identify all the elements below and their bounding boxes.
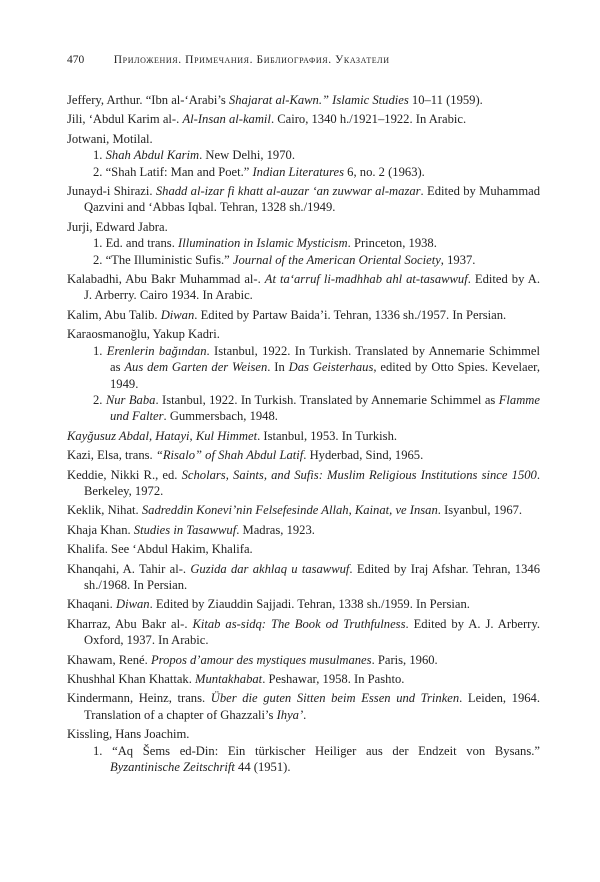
- entry-text: 1.: [93, 148, 106, 163]
- entry-text: Kazi, Elsa, trans.: [67, 448, 156, 463]
- entry-text: Khalifa. See ‘Abdul Hakim, Khalifa.: [67, 542, 253, 557]
- italic-title: Propos d’amour des mystiques musulmanes: [150, 652, 372, 667]
- running-header: [67, 54, 540, 66]
- bibliography-subentry: [67, 235, 540, 251]
- italic-title: Flamme und Falter: [110, 392, 540, 424]
- italic-title: Shajarat al-Kawn.”: [228, 93, 329, 107]
- bibliography-entry: [67, 522, 540, 538]
- bibliography-entry: [67, 690, 540, 723]
- bibliography-entry: [67, 183, 540, 216]
- entry-text: 2. “The Illuministic Sufis.”: [93, 252, 233, 267]
- entry-text: . Istanbul, 1922. In Turkish. Translated by Annemarie Schimmel as: [110, 343, 540, 375]
- running-title: Приложения. Примечания. Библиография. Указатели: [113, 54, 390, 66]
- entry-text: Jili, ‘Abdul Karim al-.: [67, 112, 183, 127]
- entry-text: . Edited by Muhammad Qazvini and ‘Abbas Iqbal. Tehran, 1328 sh./1949.: [84, 184, 541, 215]
- italic-title: Ihya’: [276, 707, 304, 722]
- entry-text: . Edited by Ziauddin Sajjadi. Tehran, 1338 sh./1959. In Persian.: [149, 597, 470, 612]
- italic-title: Das Geisterhaus: [288, 360, 374, 375]
- entry-text: , edited by Otto Spies. Kevelaer, 1949.: [110, 360, 541, 391]
- italic-title: Aus dem Garten der Weisen: [124, 360, 268, 375]
- entry-text: 2. “Shah Latif: Man and Poet.”: [93, 164, 253, 179]
- entry-text: . Edited by Partaw Baida’i. Tehran, 1336 sh./1957. In Persian.: [194, 307, 507, 322]
- entry-text: Khawam, René.: [67, 652, 151, 667]
- italic-title: Nur Baba: [105, 392, 156, 407]
- entry-text: Kindermann, Heinz, trans.: [67, 691, 211, 706]
- entry-text: . In: [267, 360, 289, 375]
- italic-title: Muntakhabat: [195, 672, 263, 686]
- italic-title: At ta‘arruf li-madhhab ahl at-tasawwuf: [264, 272, 468, 287]
- bibliography-subentry: [67, 164, 540, 180]
- italic-title: Diwan: [160, 307, 195, 322]
- entry-text: Khaja Khan.: [67, 522, 134, 537]
- entry-text: Jurji, Edward Jabra.: [67, 219, 168, 234]
- entry-text: 10–11 (1959).: [408, 93, 483, 107]
- entry-text: Kharraz, Abu Bakr al-.: [67, 616, 193, 631]
- entry-text: 44 (1951).: [234, 760, 291, 775]
- entry-text: Kalabadhi, Abu Bakr Muhammad al-.: [67, 272, 265, 287]
- bibliography-entry: [67, 541, 540, 557]
- bibliography-entry: [67, 726, 540, 742]
- entry-text: Karaosmanoğlu, Yakup Kadri.: [67, 327, 220, 342]
- entry-text: . Berkeley, 1972.: [84, 467, 540, 498]
- italic-title: “Risalo” of Shah Abdul Latif: [155, 448, 304, 463]
- entry-text: 1. Ed. and trans.: [93, 236, 178, 251]
- bibliography-list: [67, 92, 540, 778]
- entry-text: . Edited by A. J. Arberry. Oxford, 1937. In Arabic.: [84, 616, 540, 648]
- italic-title: Studies in Tasawwuf: [133, 522, 237, 537]
- italic-title: Kayğusuz Abdal, Hatayi, Kul Himmet: [67, 428, 258, 443]
- bibliography-entry: [67, 271, 540, 304]
- italic-title: Journal of the American Oriental Society: [232, 252, 441, 267]
- bibliography-entry: [67, 502, 540, 518]
- entry-text: Keklik, Nihat.: [67, 503, 142, 518]
- entry-text: Khushhal Khan Khattak.: [67, 672, 196, 686]
- bibliography-subentry: [67, 743, 540, 776]
- bibliography-entry: [67, 467, 540, 500]
- entry-text: Kalim, Abu Talib.: [67, 307, 161, 322]
- entry-text: . Madras, 1923.: [236, 522, 315, 537]
- entry-text: . Cairo, 1340 h./1921–1922. In Arabic.: [270, 112, 467, 127]
- entry-text: 1.: [93, 343, 107, 358]
- bibliography-subentry: [67, 392, 540, 425]
- entry-text: Kissling, Hans Joachim.: [67, 727, 190, 742]
- italic-title: Über die guten Sitten beim Essen und Trinken: [210, 691, 460, 706]
- italic-title: Al-Insan al-kamil: [182, 112, 271, 127]
- entry-text: . New Delhi, 1970.: [199, 148, 295, 163]
- entry-text: .: [303, 707, 307, 722]
- bibliography-entry: [67, 428, 540, 444]
- bibliography-entry: [67, 92, 540, 108]
- bibliography-subentry: [67, 343, 540, 392]
- italic-title: Scholars, Saints, and Sufis: Muslim Religious Institutions since 1500: [181, 467, 537, 482]
- bibliography-entry: [67, 326, 540, 342]
- entry-text: 6, no. 2 (1963).: [344, 164, 425, 179]
- bibliography-entry: [67, 307, 540, 323]
- italic-title: Erenlerin bağından: [106, 343, 207, 358]
- entry-text: . Edited by A. J. Arberry. Cairo 1934. In Arabic.: [84, 272, 540, 303]
- italic-title: Diwan: [115, 597, 150, 612]
- bibliography-entry: [67, 111, 540, 127]
- italic-title: Islamic Studies: [332, 93, 409, 107]
- italic-title: Guzida dar akhlaq u tasawwuf: [190, 561, 350, 576]
- entry-text: . Leiden, 1964. Translation of a chapter of Ghazzali’s: [84, 691, 540, 722]
- entry-text: Jeffery, Arthur. “Ibn al-‘Arabi’s: [67, 93, 229, 107]
- entry-text: . Gummersbach, 1948.: [163, 409, 278, 424]
- entry-text: Khaqani.: [67, 597, 116, 612]
- entry-text: , 1937.: [440, 252, 476, 267]
- bibliography-entry: [67, 219, 540, 235]
- entry-text: . Paris, 1960.: [371, 652, 438, 667]
- bibliography-entry: [67, 131, 540, 147]
- entry-text: Khanqahi, A. Tahir al-.: [67, 561, 191, 576]
- italic-title: Illumination in Islamic Mysticism: [178, 236, 348, 251]
- entry-text: Junayd-i Shirazi.: [67, 184, 156, 199]
- entry-text: . Edited by Iraj Afshar. Tehran, 1346 sh./1968. In Persian.: [84, 561, 540, 592]
- entry-text: . Istanbul, 1953. In Turkish.: [257, 428, 398, 443]
- bibliography-entry: [67, 447, 540, 463]
- bibliography-entry: [67, 652, 540, 668]
- page-number: 470: [67, 54, 85, 66]
- entry-text: . Peshawar, 1958. In Pashto.: [262, 672, 405, 686]
- entry-text: . Istanbul, 1922. In Turkish. Translated by Annemarie Schimmel as: [155, 392, 499, 407]
- entry-text: 1. “Aq Šems ed-Din: Ein türkischer Heiliger aus der Endzeit von Bysans.”: [93, 743, 540, 758]
- italic-title: Sadreddin Konevi’nin Felsefesinde Allah, Kainat, ve Insan: [141, 503, 438, 518]
- entry-text: . Hyderbad, Sind, 1965.: [303, 448, 424, 463]
- bibliography-entry: [67, 596, 540, 612]
- italic-title: Shah Abdul Karim: [105, 148, 200, 163]
- entry-text: . Isyanbul, 1967.: [437, 503, 523, 518]
- entry-text: 2.: [93, 392, 106, 407]
- italic-title: Shadd al-izar fi khatt al-auzar ‘an zuwwar al-mazar: [155, 184, 421, 199]
- entry-text: . Princeton, 1938.: [347, 236, 437, 251]
- italic-title: Kitab as-sidq: The Book od Truthfulness: [192, 616, 406, 631]
- italic-title: Byzantinische Zeitschrift: [110, 760, 235, 775]
- bibliography-entry: [67, 671, 540, 687]
- bibliography-subentry: [67, 252, 540, 268]
- bibliography-subentry: [67, 147, 540, 163]
- italic-title: Indian Literatures: [252, 164, 345, 179]
- entry-text: Keddie, Nikki R., ed.: [67, 467, 182, 482]
- bibliography-entry: [67, 616, 540, 649]
- entry-text: Jotwani, Motilal.: [67, 131, 153, 146]
- bibliography-entry: [67, 561, 540, 594]
